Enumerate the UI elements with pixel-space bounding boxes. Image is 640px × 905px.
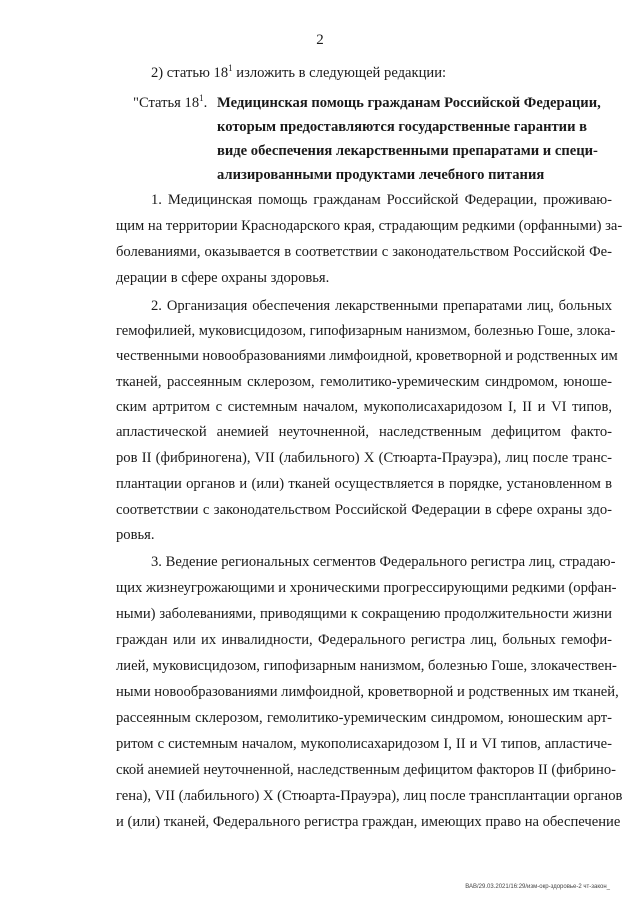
heading-prefix-dot: .	[203, 95, 208, 111]
paragraph-line: 1. Медицинская помощь гражданам Российской Федерации, проживаю-	[151, 192, 612, 208]
paragraph-line: апластической анемией неуточненной, наследственным дефицитом факто-	[116, 424, 612, 440]
paragraph-line: 2. Организация обеспечения лекарственными препаратами лиц, больных	[151, 298, 612, 314]
paragraph-line: гемофилией, муковисцидозом, гипофизарным нанизмом, болезнью Гоше, злока-	[116, 323, 616, 339]
paragraph-line: дерации в сфере охраны здоровья.	[116, 270, 330, 286]
article-heading-prefix	[133, 93, 207, 113]
paragraph-line: ными новообразованиями лимфоидной, кроветворной и родственных им тканей,	[116, 684, 619, 700]
paragraph-line: соответствии с законодательством Российской Федерации в сфере охраны здо-	[116, 502, 612, 518]
paragraph-line: ными) заболеваниями, приводящими к сокращению продолжительности жизни	[116, 606, 612, 622]
document-footer: ВАВ/29.03.2021/16:29/изм-окр-здоровье-2 чт-закон_	[465, 884, 610, 890]
heading-prefix-text: "Статья 18	[133, 95, 200, 111]
heading-line: ализированными продуктами лечебного питания	[217, 167, 545, 183]
intro-line	[151, 63, 446, 83]
paragraph-line: щих жизнеугрожающими и хроническими прогрессирующими редкими (орфан-	[116, 580, 617, 596]
heading-line: которым предоставляются государственные гарантии в	[217, 119, 588, 135]
paragraph-line: ской анемией неуточненной, наследственным дефицитом факторов II (фибрино-	[116, 762, 616, 778]
paragraph-line: тканей, рассеянным склерозом, гемолитико-уремическим синдромом, юноше-	[116, 374, 612, 390]
paragraph-line: граждан или их инвалидности, Федерального регистра лиц, больных гемофи-	[116, 632, 612, 648]
page-number: 2	[316, 32, 324, 48]
paragraph-line: ритом с системным началом, мукополисахаридозом I, II и VI типов, апластиче-	[116, 736, 612, 752]
paragraph-line: и (или) тканей, Федерального регистра граждан, имеющих право на обеспечение	[116, 814, 621, 830]
heading-prefix-superscript: 1	[199, 93, 204, 103]
paragraph-line: 3. Ведение региональных сегментов Федерального регистра лиц, страдаю-	[151, 554, 616, 570]
paragraph-line: рассеянным склерозом, гемолитико-уремическим синдромом, юношеским арт-	[116, 710, 612, 726]
heading-line: Медицинская помощь гражданам Российской Федерации,	[217, 95, 601, 111]
paragraph-line: ровья.	[116, 527, 155, 543]
paragraph-line: лией, муковисцидозом, гипофизарным нанизмом, болезнью Гоше, злокачествен-	[116, 658, 617, 674]
intro-text: 2) статью 18	[151, 65, 229, 81]
paragraph-line: гена), VII (лабильного) X (Стюарта-Прауэра), лиц после трансплантации органов	[116, 788, 623, 804]
intro-rest: изложить в следующей редакции:	[232, 65, 447, 81]
paragraph-line: ским артритом с системным началом, мукополисахаридозом I, II и VI типов,	[116, 399, 612, 415]
heading-line: виде обеспечения лекарственными препаратами и специ-	[217, 143, 598, 159]
intro-superscript: 1	[228, 63, 233, 73]
paragraph-line: щим на территории Краснодарского края, страдающим редкими (орфанными) за-	[116, 218, 623, 234]
paragraph-line: чественными новообразованиями лимфоидной, кроветворной и родственных им	[116, 348, 618, 364]
paragraph-line: ров II (фибриногена), VII (лабильного) X (Стюарта-Прауэра), лиц после транс-	[116, 450, 612, 466]
paragraph-line: болеваниями, оказывается в соответствии с законодательством Российской Фе-	[116, 244, 612, 260]
paragraph-line: плантации органов и (или) тканей осуществляется в порядке, установленном в	[116, 476, 612, 492]
